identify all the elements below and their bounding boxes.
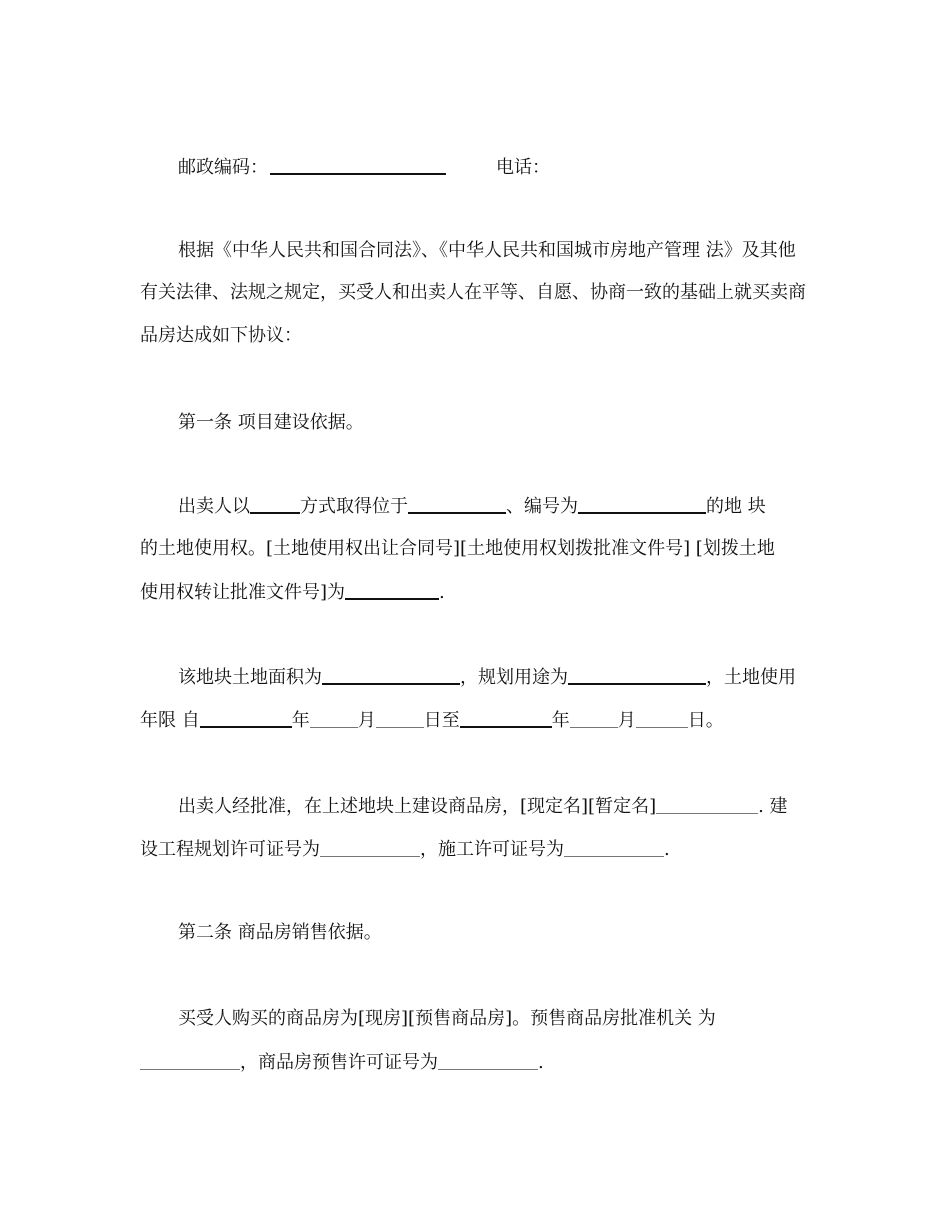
text: 出卖人以 bbox=[178, 496, 250, 517]
a1p1-line-2 bbox=[140, 536, 812, 562]
text: ，土地使用 bbox=[706, 667, 796, 688]
text: 年 bbox=[551, 710, 570, 731]
a1p1-line-1 bbox=[140, 494, 812, 520]
preamble-text: 品房达成如下协议： bbox=[140, 325, 302, 346]
article-title: 第一条 项目建设依据。 bbox=[178, 412, 364, 433]
presale-permit-number-blank[interactable] bbox=[438, 1068, 538, 1070]
start-day-blank[interactable] bbox=[376, 726, 424, 728]
postal-code-blank[interactable] bbox=[270, 172, 446, 175]
text: 、编号为 bbox=[506, 496, 578, 517]
a1p2-line-1 bbox=[140, 665, 812, 691]
text: . 建 bbox=[758, 796, 788, 817]
text: . bbox=[439, 582, 445, 603]
preamble-text: 有关法律、法规之规定，买受人和出卖人在平等、自愿、协商一致的基础上就买卖商 bbox=[140, 282, 806, 303]
land-area-blank[interactable] bbox=[322, 682, 460, 685]
text: 方式取得位于 bbox=[300, 496, 408, 517]
a1p2-line-2 bbox=[140, 708, 812, 734]
location-blank[interactable] bbox=[408, 511, 506, 514]
construction-permit-number-blank[interactable] bbox=[564, 855, 664, 857]
preamble-line-1 bbox=[140, 238, 812, 264]
text: . bbox=[538, 1052, 544, 1073]
project-name-blank[interactable] bbox=[656, 812, 758, 814]
phone-label: 电话： bbox=[496, 157, 550, 178]
start-year-blank[interactable] bbox=[200, 725, 292, 728]
a2p1-line-2 bbox=[140, 1050, 812, 1076]
text: 月 bbox=[357, 710, 376, 731]
article-title: 第二条 商品房销售依据。 bbox=[178, 922, 382, 943]
text: 的地 块 bbox=[706, 496, 766, 517]
acquisition-method-blank[interactable] bbox=[250, 511, 300, 514]
text: 日至 bbox=[423, 710, 460, 731]
text: 买受人购买的商品房为[现房][预售商品房]。预售商品房批准机关 为 bbox=[178, 1008, 716, 1029]
text: 设工程规划许可证号为 bbox=[140, 839, 320, 860]
contact-line bbox=[140, 155, 812, 181]
a1p1-line-3 bbox=[140, 580, 812, 606]
a2p1-line-1 bbox=[140, 1006, 812, 1032]
text: . bbox=[664, 839, 670, 860]
text: ，规划用途为 bbox=[460, 667, 568, 688]
article-2-title bbox=[140, 920, 812, 946]
planned-use-blank[interactable] bbox=[568, 682, 706, 685]
text: 出卖人经批准，在上述地块上建设商品房，[现定名][暂定名] bbox=[178, 796, 657, 817]
text: ，商品房预售许可证号为 bbox=[240, 1052, 438, 1073]
text: 日。 bbox=[687, 710, 724, 731]
article-1-title bbox=[140, 410, 812, 436]
text: 年 bbox=[291, 710, 310, 731]
transfer-approval-number-blank[interactable] bbox=[345, 597, 439, 600]
preamble-text: 根据《中华人民共和国合同法》、《中华人民共和国城市房地产管理 法》及其他 bbox=[178, 240, 796, 261]
a1p3-line-1 bbox=[140, 794, 812, 820]
text: 月 bbox=[617, 710, 636, 731]
text: 年限 自 bbox=[140, 710, 200, 731]
text: 该地块土地面积为 bbox=[178, 667, 322, 688]
preamble-line-2 bbox=[140, 280, 812, 306]
preamble-line-3 bbox=[140, 323, 812, 349]
plot-number-blank[interactable] bbox=[578, 511, 706, 514]
end-year-blank[interactable] bbox=[460, 725, 552, 728]
text: 的土地使用权。[土地使用权出让合同号][土地使用权划拨批准文件号] [划拨土地 bbox=[140, 538, 775, 559]
start-month-blank[interactable] bbox=[310, 726, 358, 728]
postal-code-label: 邮政编码： bbox=[178, 157, 268, 178]
text: 使用权转让批准文件号]为 bbox=[140, 582, 346, 603]
planning-permit-number-blank[interactable] bbox=[320, 855, 420, 857]
end-day-blank[interactable] bbox=[636, 726, 688, 728]
a1p3-line-2 bbox=[140, 837, 812, 863]
presale-approval-authority-blank[interactable] bbox=[140, 1068, 240, 1070]
text: ，施工许可证号为 bbox=[420, 839, 564, 860]
end-month-blank[interactable] bbox=[570, 726, 618, 728]
